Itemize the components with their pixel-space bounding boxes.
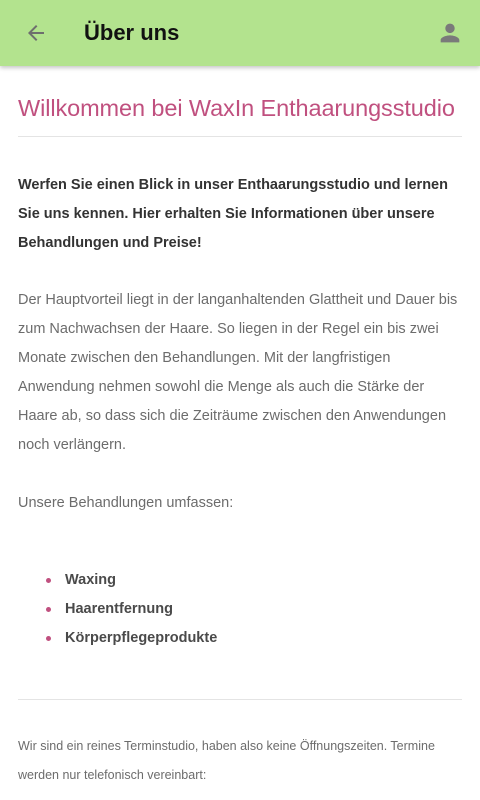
description-text: Der Hauptvorteil liegt in der langanhaltenden Glattheit und Dauer bis zum Nachwachsen der Haare. So liegen in der Regel ein bis zwei Monate zwischen den Behandlungen. Mit der langfristigen Anwendung nehmen sowohl die Menge als auch die Stärke der Haare ab, so dass sich die Zeiträume zwischen den Anwendungen noch verlängern. xyxy=(18,292,458,453)
arrow-left-icon xyxy=(24,21,48,45)
bullet-icon xyxy=(46,578,51,583)
profile-button[interactable] xyxy=(432,15,468,51)
app-bar-title: Über uns xyxy=(84,20,180,45)
person-icon xyxy=(436,19,464,47)
list-item xyxy=(46,624,462,653)
bullet-icon xyxy=(46,607,51,612)
section-divider xyxy=(18,699,462,700)
list-item-label: Körperpflegeprodukte xyxy=(65,630,218,646)
page-title: Willkommen bei WaxIn Enthaarungsstudio xyxy=(18,95,455,121)
list-item-label: Waxing xyxy=(65,572,117,588)
title-divider xyxy=(18,136,462,137)
intro-text: Werfen Sie einen Blick in unser Enthaarungsstudio und lernen Sie uns kennen. Hier erhalten Sie Informationen über unsere Behandlungen und Preise! xyxy=(18,177,448,251)
bullet-icon xyxy=(46,636,51,641)
about-content xyxy=(18,66,462,790)
treatments-list xyxy=(18,566,462,653)
treatments-heading: Unsere Behandlungen umfassen: xyxy=(18,495,234,511)
list-item xyxy=(46,566,462,595)
list-item xyxy=(46,595,462,624)
back-button[interactable] xyxy=(20,17,52,49)
appointment-info-text: Wir sind ein reines Terminstudio, haben also keine Öffnungszeiten. Termine werden nur telefonisch vereinbart: xyxy=(18,739,435,782)
list-item-label: Haarentfernung xyxy=(65,601,173,617)
app-bar xyxy=(0,0,480,66)
